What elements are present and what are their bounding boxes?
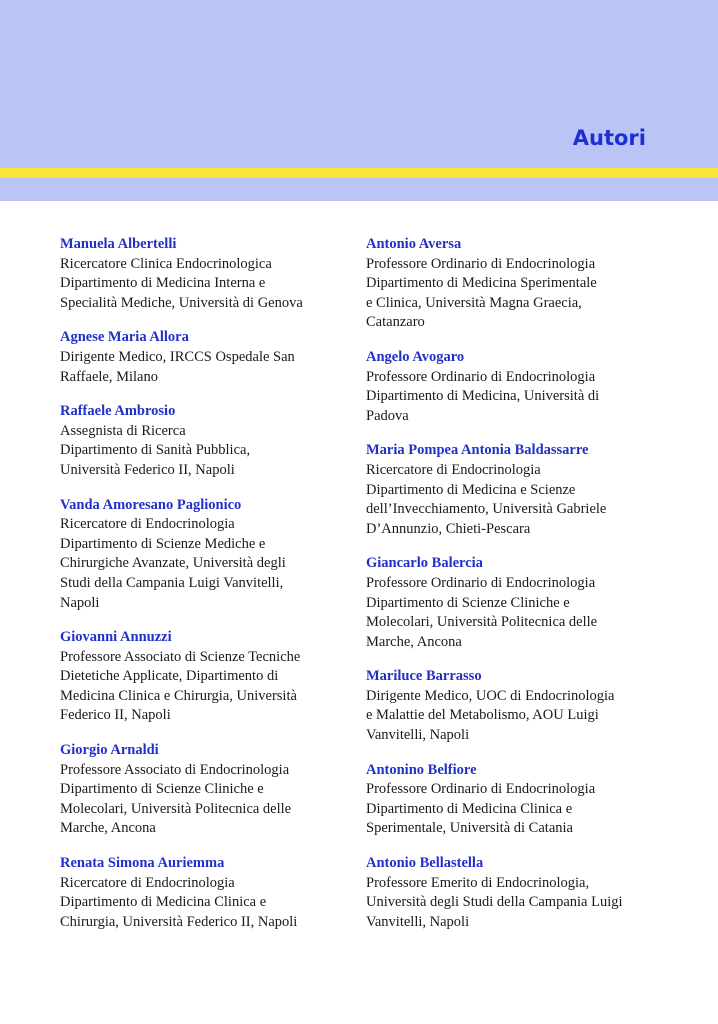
author-entry <box>366 441 666 539</box>
author-affiliation-line: Università Federico II, Napoli <box>60 461 235 478</box>
yellow-divider <box>0 168 718 178</box>
author-affiliation-line: Medicina Clinica e Chirurgia, Università <box>60 687 297 704</box>
author-entry <box>366 667 666 745</box>
author-affiliation-line: Marche, Ancona <box>366 633 462 650</box>
author-name: Antonio Aversa <box>366 236 462 252</box>
author-entry <box>60 402 350 480</box>
author-affiliation-line: Professore Associato di Endocrinologia <box>60 761 290 778</box>
author-affiliation-line: Molecolari, Università Politecnica delle <box>366 614 598 631</box>
page-title: Autori <box>572 126 646 150</box>
author-affiliation-line: Professore Ordinario di Endocrinologia <box>366 368 596 385</box>
author-entry <box>366 854 666 932</box>
author-affiliation-line: Specialità Mediche, Università di Genova <box>60 294 303 311</box>
author-affiliation-line: Dipartimento di Scienze Cliniche e <box>60 781 264 798</box>
author-affiliation-line: Dirigente Medico, IRCCS Ospedale San <box>60 348 295 365</box>
author-affiliation-line: Dipartimento di Medicina Clinica e <box>366 800 573 817</box>
author-affiliation-line: Sperimentale, Università di Catania <box>366 820 573 837</box>
author-affiliation-line: Professore Emerito di Endocrinologia, <box>366 874 590 891</box>
author-affiliation-line: dell’Invecchiamento, Università Gabriele <box>366 501 607 518</box>
author-entry <box>60 328 350 387</box>
lower-band <box>0 178 718 201</box>
author-affiliation-line: Studi della Campania Luigi Vanvitelli, <box>60 574 284 591</box>
author-affiliation-line: Professore Ordinario di Endocrinologia <box>366 574 596 591</box>
author-affiliation-line: Chirurgia, Università Federico II, Napoli <box>60 913 298 930</box>
author-affiliation-line: Ricercatore Clinica Endocrinologica <box>60 255 272 272</box>
author-affiliation-line: Professore Ordinario di Endocrinologia <box>366 781 596 798</box>
author-affiliation-line: Università degli Studi della Campania Luigi <box>366 894 623 911</box>
author-name: Maria Pompea Antonia Baldassarre <box>366 442 589 459</box>
author-affiliation-line: Catanzaro <box>366 314 425 331</box>
author-name: Giancarlo Balercia <box>366 555 483 572</box>
author-entry <box>60 741 350 839</box>
author-affiliation-line: Dipartimento di Scienze Mediche e <box>60 535 266 552</box>
author-affiliation-line: Ricercatore di Endocrinologia <box>60 874 235 891</box>
author-affiliation-line: Dipartimento di Medicina Interna e <box>60 275 266 292</box>
author-entry <box>60 235 350 313</box>
author-name: Giovanni Annuzzi <box>60 629 172 646</box>
author-entry <box>366 348 666 426</box>
author-affiliation-line: Chirurgiche Avanzate, Università degli <box>60 555 286 572</box>
author-affiliation-line: Ricercatore di Endocrinologia <box>60 516 235 533</box>
author-affiliation-line: Marche, Ancona <box>60 820 156 837</box>
author-name: Renata Simona Auriemma <box>60 855 225 872</box>
author-entry <box>366 761 666 839</box>
author-name: Antonino Belfiore <box>366 761 477 778</box>
author-affiliation-line: Padova <box>366 407 409 424</box>
author-name: Vanda Amoresano Paglionico <box>60 496 242 513</box>
author-name: Giorgio Arnaldi <box>60 742 159 759</box>
author-affiliation-line: Dipartimento di Medicina, Università di <box>366 388 600 405</box>
author-affiliation-line: Assegnista di Ricerca <box>60 422 186 439</box>
author-affiliation-line: Professore Associato di Scienze Tecniche <box>60 648 301 665</box>
author-affiliation-line: Ricercatore di Endocrinologia <box>366 461 541 478</box>
author-affiliation-line: Vanvitelli, Napoli <box>366 727 470 744</box>
author-affiliation-line: Professore Ordinario di Endocrinologia <box>366 255 596 272</box>
author-affiliation-line: Napoli <box>60 594 100 611</box>
author-affiliation-line: Dirigente Medico, UOC di Endocrinologia <box>366 687 615 704</box>
author-affiliation-line: Dipartimento di Sanità Pubblica, <box>60 442 251 459</box>
author-name: Angelo Avogaro <box>366 348 465 365</box>
author-affiliation-line: Dipartimento di Medicina Sperimentale <box>366 275 597 292</box>
author-affiliation-line: Dipartimento di Scienze Cliniche e <box>366 594 570 611</box>
author-name: Raffaele Ambrosio <box>60 403 176 420</box>
author-entry <box>60 854 350 932</box>
author-name: Agnese Maria Allora <box>60 329 189 346</box>
author-entry <box>60 496 350 614</box>
authors-column-right <box>366 235 666 947</box>
author-affiliation-line: Vanvitelli, Napoli <box>366 913 470 930</box>
author-affiliation-line: Raffaele, Milano <box>60 368 158 385</box>
author-affiliation-line: Federico II, Napoli <box>60 707 171 724</box>
author-affiliation-line: D’Annunzio, Chieti-Pescara <box>366 520 531 537</box>
author-affiliation-line: Dipartimento di Medicina e Scienze <box>366 481 576 498</box>
author-affiliation-line: e Clinica, Università Magna Graecia, <box>366 294 582 311</box>
author-affiliation-line: Dipartimento di Medicina Clinica e <box>60 894 267 911</box>
author-name: Antonio Bellastella <box>366 855 484 872</box>
author-affiliation-line: Dietetiche Applicate, Dipartimento di <box>60 668 279 685</box>
author-affiliation-line: Molecolari, Università Politecnica delle <box>60 800 292 817</box>
author-entry <box>366 235 666 333</box>
author-name: Mariluce Barrasso <box>366 668 482 685</box>
author-affiliation-line: e Malattie del Metabolismo, AOU Luigi <box>366 707 599 724</box>
author-name: Manuela Albertelli <box>60 236 177 252</box>
author-entry <box>366 554 666 652</box>
author-entry <box>60 628 350 726</box>
authors-column-left <box>60 235 350 947</box>
